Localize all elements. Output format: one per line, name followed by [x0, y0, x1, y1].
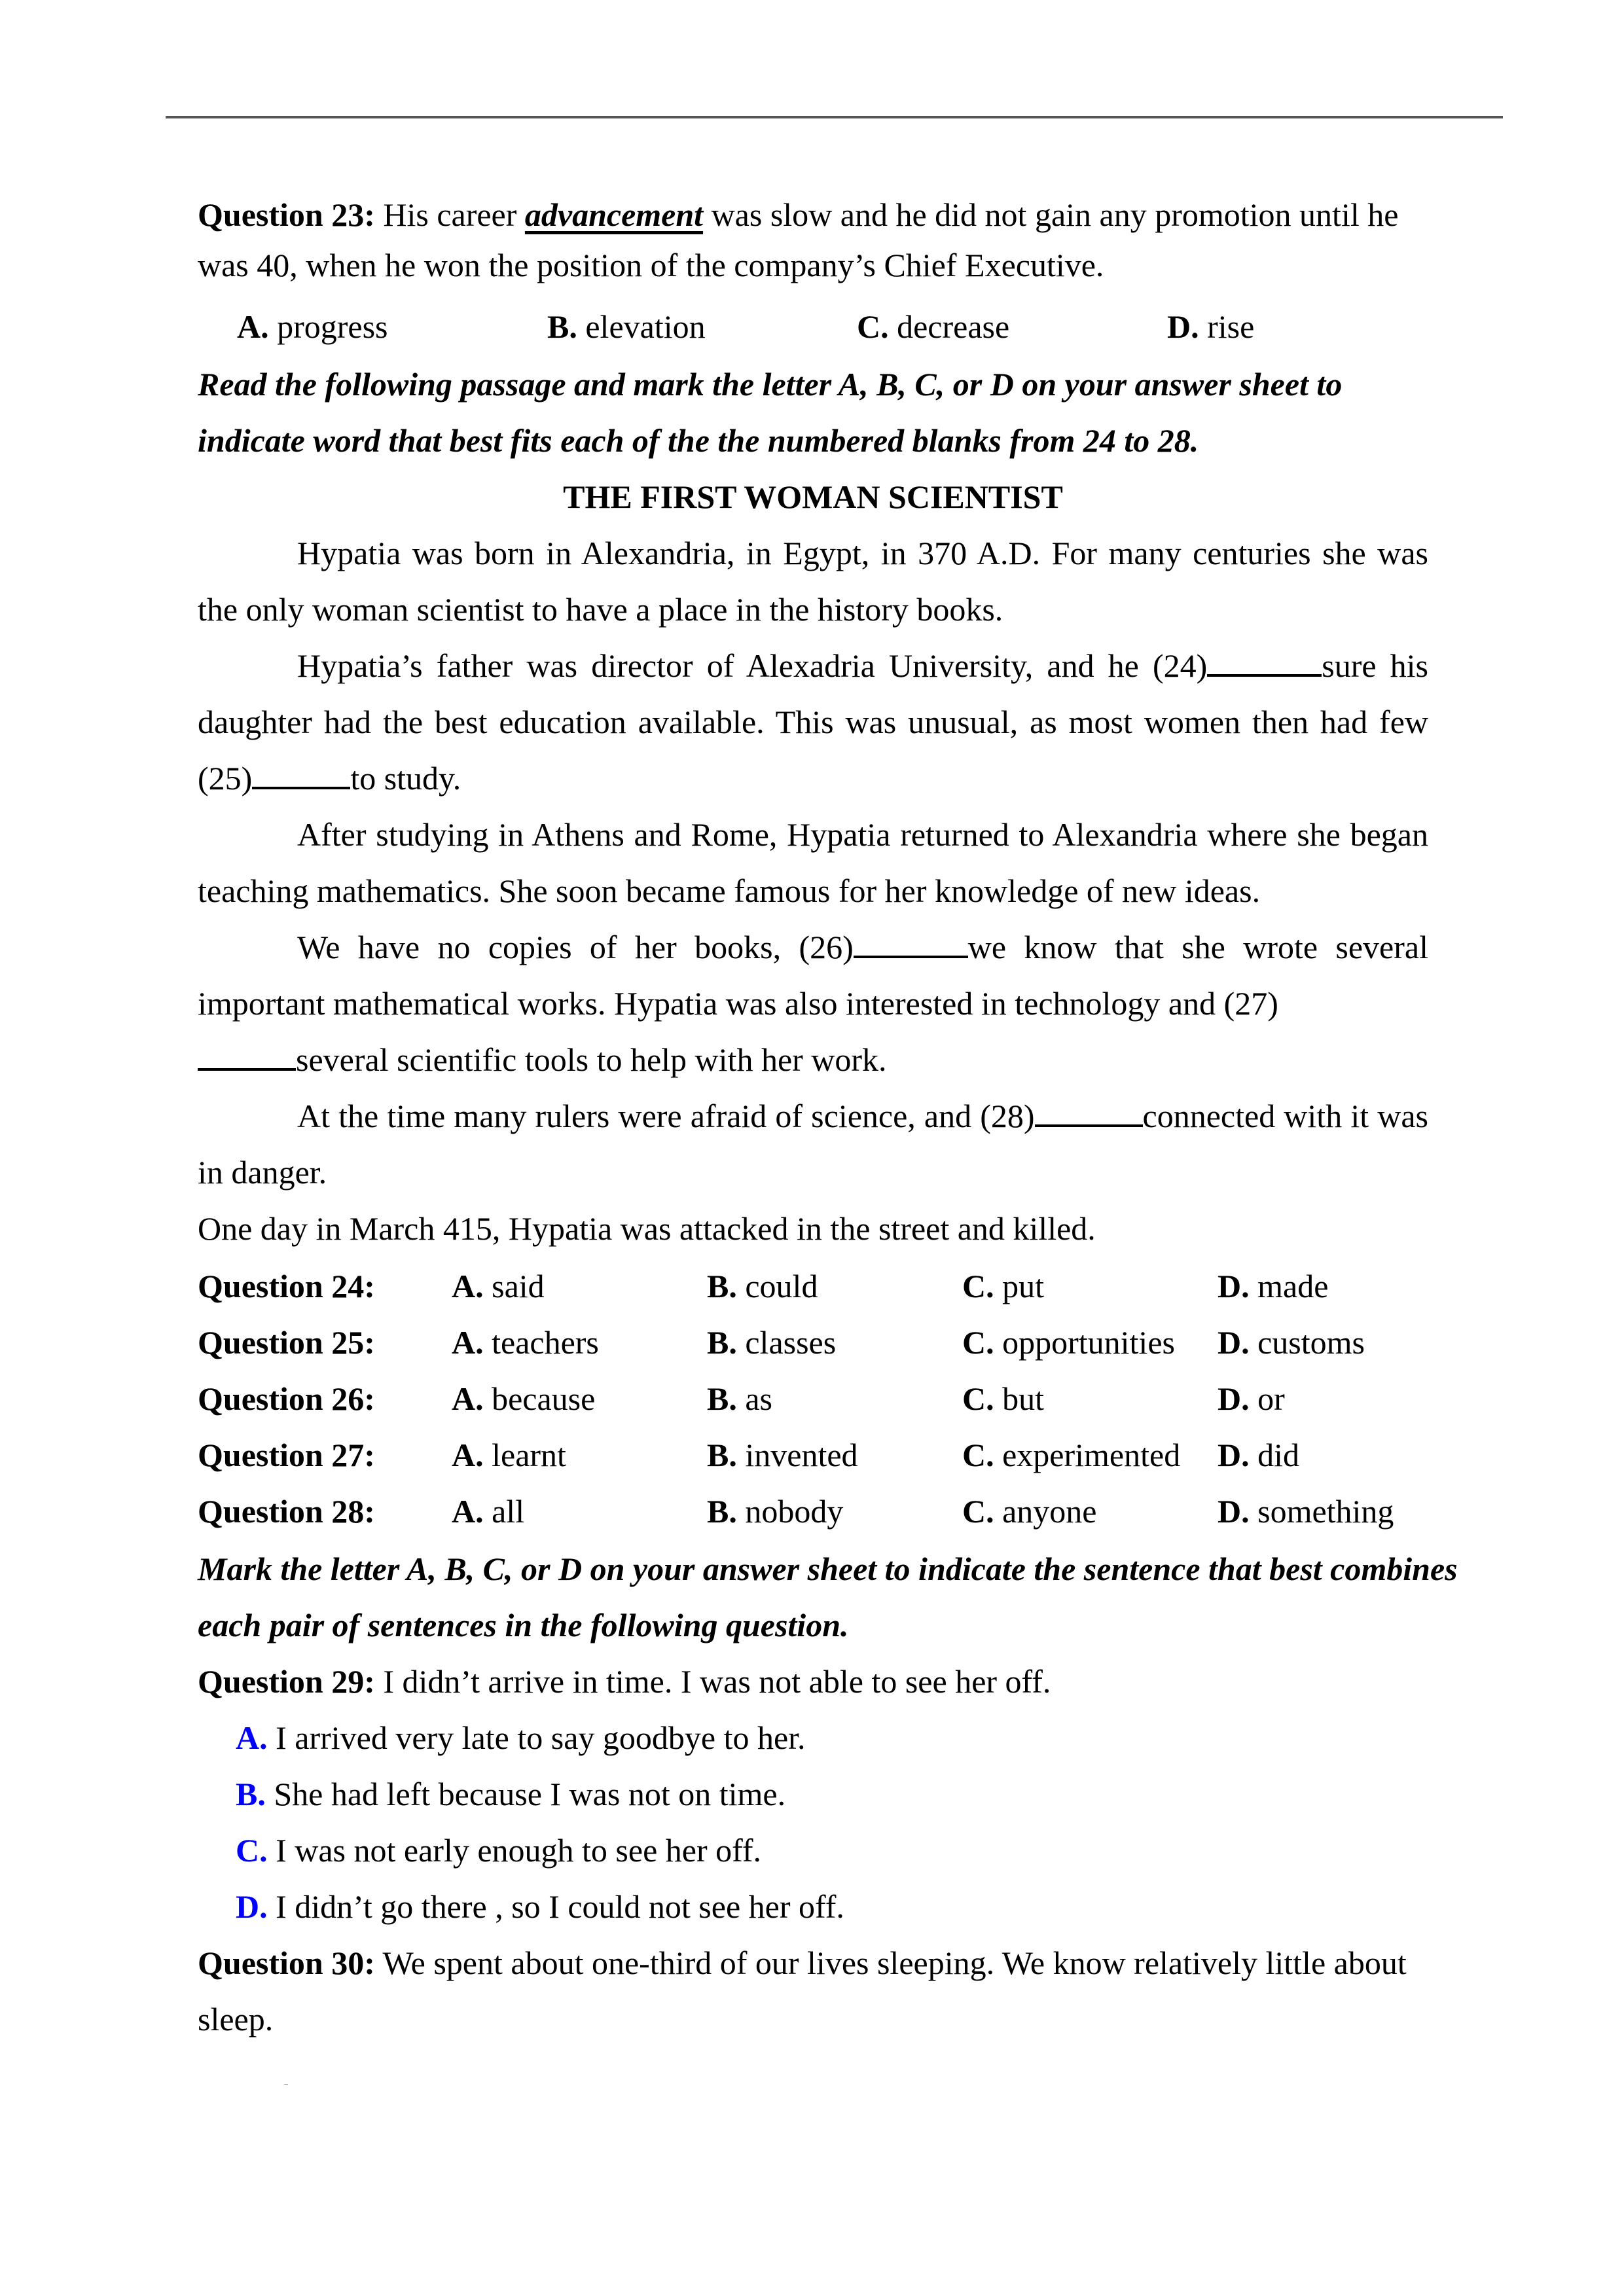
passage-p1-line2: the only woman scientist to have a place in the history books.	[198, 591, 1003, 628]
option-text: or	[1249, 1380, 1285, 1417]
question-label: Question 30:	[198, 1945, 375, 1981]
option-letter: D.	[1218, 1324, 1250, 1361]
option-text: teachers	[483, 1324, 599, 1361]
question-23-stem-line2: was 40, when he won the position of the company’s Chief Executive.	[198, 247, 1104, 283]
option-letter: A.	[452, 1380, 484, 1417]
q24-option-c[interactable]	[962, 1270, 1044, 1302]
q23-option-d[interactable]	[1167, 310, 1254, 343]
q28-option-b[interactable]	[707, 1495, 843, 1528]
passage-p4-line3	[198, 1043, 887, 1076]
option-text: progress	[268, 308, 388, 345]
q25-option-b[interactable]	[707, 1326, 836, 1359]
passage-p2-line2: daughter had the best education available. This was unusual, as most women then had few	[198, 704, 1428, 740]
option-letter: B.	[236, 1776, 266, 1812]
option-text: learnt	[483, 1437, 566, 1473]
option-letter: C.	[962, 1493, 994, 1530]
q26-option-b[interactable]	[707, 1382, 772, 1415]
option-text: classes	[736, 1324, 837, 1361]
option-letter: A.	[452, 1437, 484, 1473]
option-text: opportunities	[994, 1324, 1175, 1361]
option-text: made	[1249, 1268, 1329, 1304]
passage-text: sure his	[1322, 647, 1429, 684]
passage-text: Hypatia’s father was director of Alexadria University, and he (24)	[297, 647, 1208, 684]
question-30-stem-line2: sleep.	[198, 2001, 274, 2037]
option-letter: D.	[236, 1888, 268, 1925]
option-text: as	[736, 1380, 773, 1417]
q24-option-b[interactable]	[707, 1270, 818, 1302]
option-letter: C.	[962, 1268, 994, 1304]
question-label: Question 26:	[198, 1380, 375, 1417]
q27-option-d[interactable]	[1218, 1439, 1299, 1471]
passage-p3-line1: After studying in Athens and Rome, Hypatia returned to Alexandria where she began	[297, 816, 1428, 853]
passage-p3-line2: teaching mathematics. She soon became famous for her knowledge of new ideas.	[198, 872, 1261, 909]
question-text: I didn’t arrive in time. I was not able to see her off.	[374, 1663, 1051, 1700]
q28-option-a[interactable]	[452, 1495, 524, 1528]
option-letter: D.	[1218, 1493, 1250, 1530]
option-letter: B.	[547, 308, 577, 345]
option-letter: C.	[857, 308, 889, 345]
option-text: could	[736, 1268, 818, 1304]
option-letter: A.	[452, 1324, 484, 1361]
passage-p5-line1	[198, 1100, 1428, 1132]
option-text: I arrived very late to say goodbye to her.	[267, 1719, 806, 1756]
q23-option-a[interactable]	[237, 310, 388, 343]
question-text: His career	[374, 196, 525, 233]
instruction-line: Read the following passage and mark the letter A, B, C, or D on your answer sheet to	[198, 366, 1343, 403]
option-letter: A.	[452, 1493, 484, 1530]
passage-text: to study.	[350, 760, 461, 797]
blank-27[interactable]	[198, 1043, 296, 1071]
passage-text: several scientific tools to help with her work.	[296, 1041, 887, 1078]
option-text: nobody	[736, 1493, 844, 1530]
option-text: She had left because I was not on time.	[265, 1776, 786, 1812]
passage-p1-line1: Hypatia was born in Alexandria, in Egypt, in 370 A.D. For many centuries she was	[297, 535, 1428, 571]
blank-24[interactable]	[1207, 649, 1322, 677]
q25-option-c[interactable]	[962, 1326, 1175, 1359]
option-text: but	[994, 1380, 1045, 1417]
option-text: invented	[736, 1437, 858, 1473]
q29-option-c[interactable]	[236, 1834, 761, 1867]
option-text: anyone	[994, 1493, 1097, 1530]
q27-option-b[interactable]	[707, 1439, 858, 1471]
instruction-line: each pair of sentences in the following question.	[198, 1607, 849, 1643]
option-text: customs	[1249, 1324, 1365, 1361]
passage-text: We have no copies of her books, (26)	[297, 929, 854, 965]
passage-p2-line1	[198, 649, 1428, 682]
q29-option-b[interactable]	[236, 1778, 785, 1810]
question-text: We spent about one-third of our lives sleeping. We know relatively little about	[374, 1945, 1407, 1981]
option-letter: B.	[707, 1324, 737, 1361]
blank-28[interactable]	[1035, 1100, 1143, 1127]
blank-25[interactable]	[252, 762, 350, 789]
passage-p2-line3	[198, 762, 461, 795]
option-text: all	[483, 1493, 525, 1530]
option-letter: A.	[452, 1268, 484, 1304]
option-letter: B.	[707, 1380, 737, 1417]
blank-26[interactable]	[854, 931, 968, 958]
stray-mark	[284, 2084, 288, 2085]
passage-title: THE FIRST WOMAN SCIENTIST	[563, 478, 1063, 515]
q26-option-d[interactable]	[1218, 1382, 1285, 1415]
option-letter: B.	[707, 1493, 737, 1530]
option-text: elevation	[577, 308, 706, 345]
q26-option-a[interactable]	[452, 1382, 595, 1415]
q29-option-d[interactable]	[236, 1890, 844, 1923]
option-letter: B.	[707, 1268, 737, 1304]
question-label: Question 27:	[198, 1437, 375, 1473]
option-letter: C.	[962, 1380, 994, 1417]
option-text: did	[1249, 1437, 1300, 1473]
passage-p4-line1	[198, 931, 1428, 963]
passage-p4-line2: important mathematical works. Hypatia was also interested in technology and (27)	[198, 985, 1278, 1022]
option-text: rise	[1199, 308, 1255, 345]
passage-text: (25)	[198, 760, 253, 797]
q25-option-d[interactable]	[1218, 1326, 1365, 1359]
option-text: I didn’t go there , so I could not see her off.	[267, 1888, 844, 1925]
question-label: Question 28:	[198, 1493, 375, 1530]
option-text: said	[483, 1268, 545, 1304]
header-rule	[166, 116, 1503, 118]
option-letter: D.	[1218, 1437, 1250, 1473]
q26-option-c[interactable]	[962, 1382, 1044, 1415]
option-text: experimented	[994, 1437, 1181, 1473]
q24-option-a[interactable]	[452, 1270, 545, 1302]
question-29-stem	[198, 1665, 1051, 1698]
q23-option-c[interactable]	[857, 310, 1009, 343]
question-text: was slow and he did not gain any promotion until he	[703, 196, 1399, 233]
option-letter: D.	[1218, 1268, 1250, 1304]
option-letter: A.	[237, 308, 269, 345]
question-label: Question 29:	[198, 1663, 375, 1700]
passage-p5-line2: in danger.	[198, 1154, 327, 1191]
underlined-word: advancement	[524, 196, 704, 233]
instruction-line: indicate word that best fits each of the the numbered blanks from 24 to 28.	[198, 422, 1199, 459]
option-letter: D.	[1218, 1380, 1250, 1417]
option-letter: C.	[962, 1437, 994, 1473]
question-23-stem	[198, 198, 1398, 231]
option-text: I was not early enough to see her off.	[267, 1832, 762, 1869]
option-letter: C.	[962, 1324, 994, 1361]
q24-option-d[interactable]	[1218, 1270, 1328, 1302]
option-text: decrease	[888, 308, 1010, 345]
option-text: put	[994, 1268, 1045, 1304]
option-letter: C.	[236, 1832, 268, 1869]
option-letter: B.	[707, 1437, 737, 1473]
passage-p6: One day in March 415, Hypatia was attacked in the street and killed.	[198, 1210, 1096, 1247]
q27-option-a[interactable]	[452, 1439, 566, 1471]
question-label: Question 24:	[198, 1268, 375, 1304]
q27-option-c[interactable]	[962, 1439, 1180, 1471]
option-text: something	[1249, 1493, 1394, 1530]
q25-option-a[interactable]	[452, 1326, 599, 1359]
q28-option-d[interactable]	[1218, 1495, 1394, 1528]
question-label: Question 25:	[198, 1324, 375, 1361]
passage-text: At the time many rulers were afraid of science, and (28)	[297, 1098, 1035, 1134]
option-letter: D.	[1167, 308, 1199, 345]
instruction-line: Mark the letter A, B, C, or D on your answer sheet to indicate the sentence that best combines	[198, 1551, 1458, 1587]
q28-option-c[interactable]	[962, 1495, 1097, 1528]
q29-option-a[interactable]	[236, 1721, 806, 1754]
option-letter: A.	[236, 1719, 268, 1756]
option-text: because	[483, 1380, 596, 1417]
question-30-stem	[198, 1946, 1407, 1979]
passage-text: connected with it was	[1142, 1098, 1428, 1134]
q23-option-b[interactable]	[547, 310, 706, 343]
passage-text: we know that she wrote several	[967, 929, 1428, 965]
question-label: Question 23:	[198, 196, 375, 233]
